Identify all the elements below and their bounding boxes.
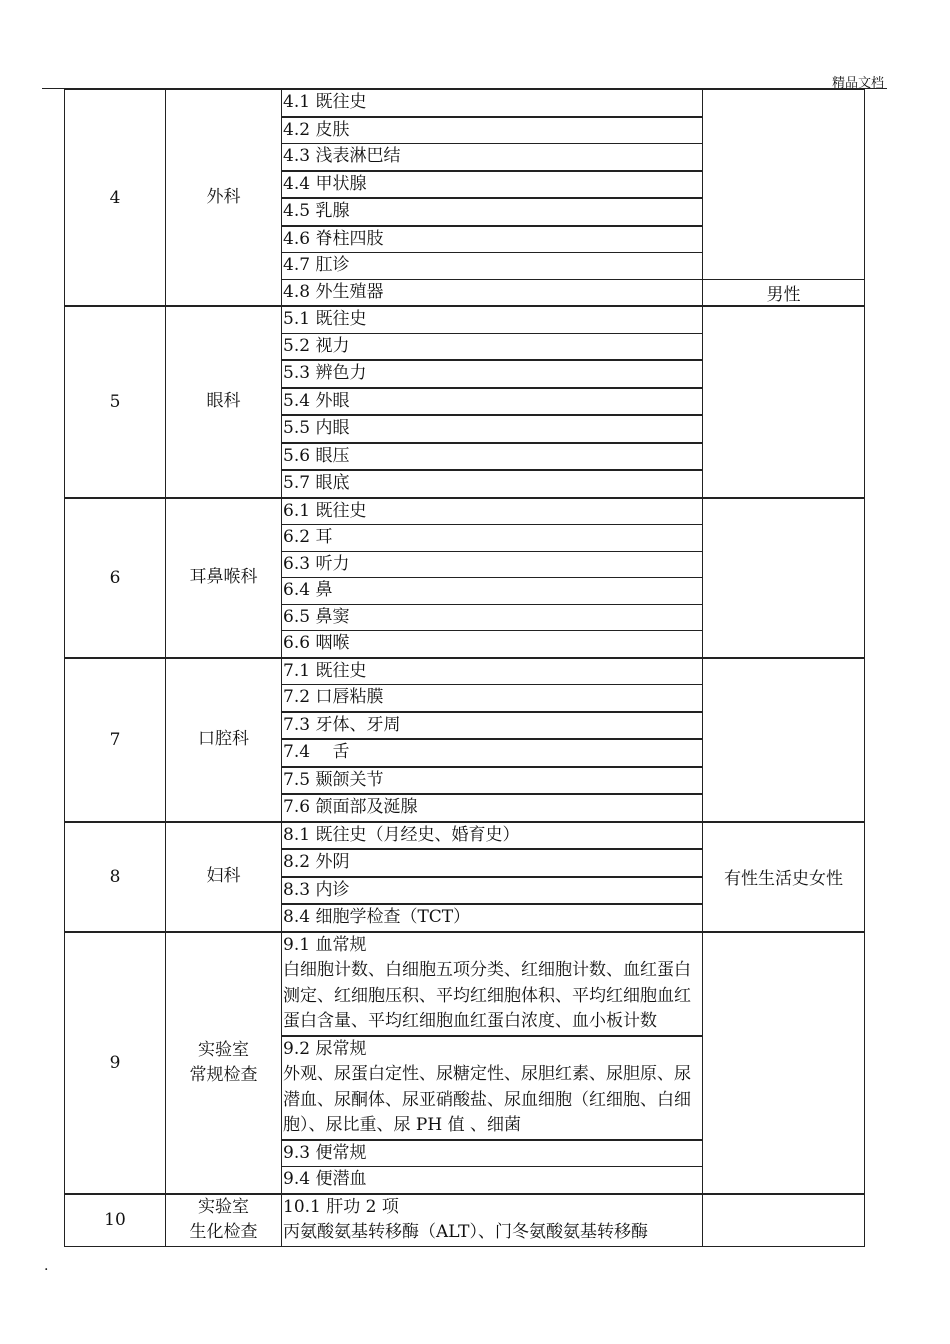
- table-row: [65, 658, 865, 685]
- department-name: [166, 822, 282, 932]
- remark-cell: [703, 498, 865, 658]
- exam-item: 5.5 内眼: [282, 415, 703, 443]
- group-number: 7: [65, 658, 166, 822]
- exam-item: 7.4 舌: [282, 739, 703, 767]
- exam-item: 4.2 皮肤: [282, 117, 703, 144]
- department-name: [166, 89, 282, 306]
- department-name-line: 实验室: [198, 1039, 249, 1060]
- exam-item: 5.1 既往史: [282, 306, 703, 333]
- department-name-line: 常规检查: [189, 1064, 258, 1085]
- department-name: [166, 1194, 282, 1247]
- footer-mark: .: [44, 1258, 49, 1274]
- table-row: [65, 822, 865, 850]
- exam-item: 6.1 既往史: [282, 498, 703, 525]
- exam-item: 4.6 脊柱四肢: [282, 226, 703, 253]
- department-name-line: 耳鼻喉科: [189, 567, 258, 587]
- exam-item: 9.4 便潜血: [282, 1167, 703, 1194]
- exam-item: 6.4 鼻: [282, 578, 703, 605]
- exam-item: 4.8 外生殖器: [282, 279, 703, 306]
- exam-item: 4.1 既往史: [282, 89, 703, 117]
- exam-item: 5.7 眼底: [282, 470, 703, 498]
- department-name: [166, 498, 282, 658]
- exam-item: 7.2 口唇粘膜: [282, 685, 703, 712]
- department-name-line: 口腔科: [198, 729, 249, 749]
- department-name-line: 眼科: [206, 391, 241, 412]
- department-name-line: 妇科: [206, 866, 241, 886]
- exam-item: 4.3 浅表淋巴结: [282, 144, 703, 171]
- exam-item: 4.5 乳腺: [282, 198, 703, 226]
- table-row: [65, 1194, 865, 1247]
- exam-item-title: 10.1 肝功 2 项: [283, 1196, 399, 1217]
- exam-item: 7.5 颞颌关节: [282, 767, 703, 795]
- department-name-line: 生化检查: [189, 1222, 258, 1242]
- exam-items-table: [64, 88, 865, 1247]
- exam-item: 5.2 视力: [282, 333, 703, 360]
- remark-cell: [703, 932, 865, 1194]
- exam-item: 9.3 便常规: [282, 1140, 703, 1167]
- table-row: [65, 306, 865, 333]
- exam-item: 4.4 甲状腺: [282, 171, 703, 199]
- exam-item-title: 9.1 血常规: [283, 934, 367, 955]
- table-row: [65, 932, 865, 1036]
- group-number: 9: [65, 932, 166, 1194]
- remark-cell: 男性: [703, 279, 865, 306]
- remark-cell: 有性生活史女性: [703, 822, 865, 932]
- department-name: [166, 306, 282, 498]
- exam-item: 7.6 颌面部及涎腺: [282, 794, 703, 822]
- department-name: [166, 932, 282, 1194]
- remark-cell: [703, 89, 865, 279]
- exam-item: 6.2 耳: [282, 525, 703, 552]
- exam-item: 6.3 听力: [282, 551, 703, 578]
- exam-item: 4.7 肛诊: [282, 253, 703, 280]
- group-number: 4: [65, 89, 166, 306]
- remark-cell: [703, 306, 865, 498]
- group-number: 6: [65, 498, 166, 658]
- department-name-line: 外科: [206, 187, 241, 207]
- department-name-line: 实验室: [198, 1197, 249, 1217]
- exam-item: 7.3 牙体、牙周: [282, 712, 703, 740]
- exam-item: [282, 1194, 703, 1247]
- page-header-label: 精品文档: [831, 76, 884, 91]
- exam-item-detail: 外观、尿蛋白定性、尿糖定性、尿胆红素、尿胆原、尿潜血、尿酮体、尿亚硝酸盐、尿血细胞（红细胞、白细胞）、尿比重、尿 PH 值 、细菌: [283, 1064, 691, 1135]
- exam-item-detail: 丙氨酸氨基转移酶（ALT）、门冬氨酸氨基转移酶: [283, 1222, 649, 1242]
- exam-item: 8.2 外阴: [282, 849, 703, 877]
- remark-cell: [703, 658, 865, 822]
- department-name: [166, 658, 282, 822]
- exam-item: 8.1 既往史（月经史、婚育史）: [282, 822, 703, 850]
- exam-item: 6.6 咽喉: [282, 631, 703, 658]
- exam-item-title: 9.2 尿常规: [283, 1038, 367, 1059]
- exam-item: 5.3 辨色力: [282, 360, 703, 388]
- exam-item: 7.1 既往史: [282, 658, 703, 685]
- exam-item: 6.5 鼻窦: [282, 604, 703, 631]
- remark-cell: [703, 1194, 865, 1247]
- table-row: [65, 89, 865, 117]
- group-number: 10: [65, 1194, 166, 1247]
- exam-item: 5.6 眼压: [282, 443, 703, 471]
- exam-item: 8.3 内诊: [282, 877, 703, 905]
- table-row: [65, 498, 865, 525]
- group-number: 8: [65, 822, 166, 932]
- exam-item: 5.4 外眼: [282, 388, 703, 416]
- exam-item: 8.4 细胞学检查（TCT）: [282, 904, 703, 932]
- group-number: 5: [65, 306, 166, 498]
- exam-item: [282, 1036, 703, 1140]
- exam-item: [282, 932, 703, 1036]
- exam-item-detail: 白细胞计数、白细胞五项分类、红细胞计数、血红蛋白测定、红细胞压积、平均红细胞体积、平均红细胞血红蛋白含量、平均红细胞血红蛋白浓度、血小板计数: [283, 960, 691, 1031]
